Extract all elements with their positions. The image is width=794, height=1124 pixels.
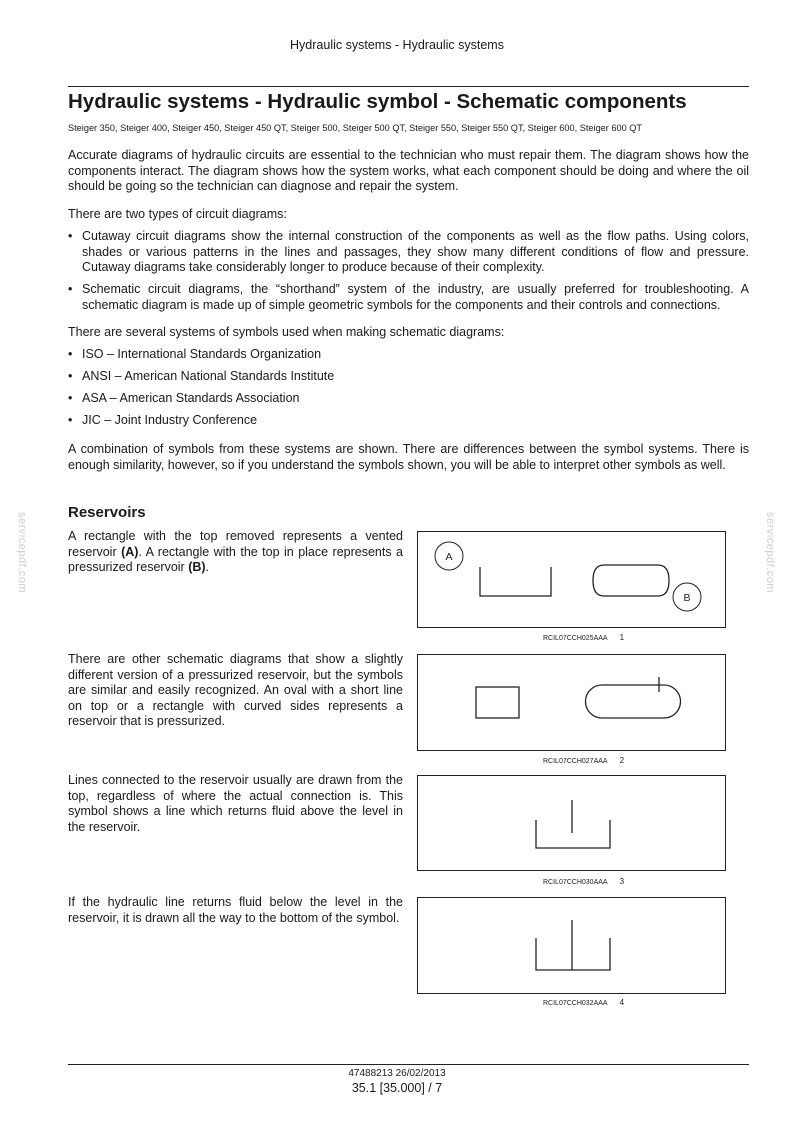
callout-b: (B) [188, 560, 206, 574]
pressurized-reservoir-oval [586, 685, 681, 718]
bullet-icon: • [68, 369, 73, 383]
figure-number: 4 [619, 998, 625, 1007]
list-item [68, 229, 749, 277]
page-title: Hydraulic systems - Hydraulic symbol - Schematic components [68, 90, 687, 113]
figure-3-caption [543, 877, 624, 886]
running-header: Hydraulic systems - Hydraulic systems [290, 38, 504, 52]
vented-reservoir-symbol [480, 567, 551, 596]
footer-page-number: 35.1 [35.000] / 7 [351, 1081, 443, 1095]
list-item [68, 413, 749, 429]
figure-code: RCIL07CCH030AAA [543, 879, 608, 886]
bullet-icon: • [68, 413, 73, 427]
list-item [68, 347, 749, 363]
reservoir-paragraph-1 [68, 529, 403, 576]
list-item [68, 369, 749, 385]
text-span: . [205, 560, 210, 574]
pressurized-reservoir-rectangle [476, 687, 519, 718]
figure-code: RCIL07CCH025AAA [543, 635, 608, 642]
reservoir-paragraph-2: There are other schematic diagrams that show a slightly different version of a pressurized reservoir, but the symbols are similar and easily recognized. An oval with a short line on top or a rectangle with curved sides represents a reservoir that is pressurized. [68, 652, 403, 728]
figure-1-diagram [418, 532, 727, 629]
bullet-icon: • [68, 347, 73, 361]
figure-4-caption [543, 998, 624, 1007]
list-item-text: ASA – American Standards Association [82, 391, 300, 405]
text-span: . A rectangle with the top in place represents a pressurized reservoir [68, 544, 403, 574]
figure-4-diagram [418, 898, 727, 995]
figure-number: 3 [619, 877, 625, 886]
reservoir-paragraph-3: Lines connected to the reservoir usually are drawn from the top, regardless of where the actual connection is. This symbol shows a line which returns fluid above the level in the reservoir. [68, 773, 403, 834]
figure-4-frame [417, 897, 726, 994]
section-heading-reservoirs: Reservoirs [68, 504, 146, 521]
bullet-icon: • [68, 391, 73, 405]
figure-2-diagram [418, 655, 727, 752]
list-item-text: Schematic circuit diagrams, the “shorthand” system of the industry, are usually preferred for troubleshooting. A schematic diagram is made up of simple geometric symbols for the components and their controls and connections. [82, 282, 749, 312]
types-intro: There are two types of circuit diagrams: [68, 207, 287, 221]
list-item [68, 282, 749, 314]
reservoir-symbol [536, 820, 610, 848]
footer-doc-code: 47488213 26/02/2013 [348, 1068, 446, 1079]
pressurized-reservoir-symbol [593, 565, 669, 596]
intro-paragraph: Accurate diagrams of hydraulic circuits are essential to the technician who must repair them. The diagram shows how the components interact. The diagram shows how the system works, what each component should be doing and where the oil should be going so the technician can diagnose and repair the system. [68, 148, 749, 193]
watermark-left: servicepdf.com [16, 512, 28, 593]
figure-code: RCIL07CCH032AAA [543, 1000, 608, 1007]
systems-intro: There are several systems of symbols used when making schematic diagrams: [68, 325, 505, 339]
reservoir-paragraph-4: If the hydraulic line returns fluid below the level in the reservoir, it is drawn all the way to the bottom of the symbol. [68, 895, 403, 925]
combination-paragraph: A combination of symbols from these systems are shown. There are differences between the symbol systems. There is enough similarity, however, so if you understand the symbols shown, you will be able to interpret other symbols as well. [68, 442, 749, 472]
label-b: B [683, 592, 691, 604]
watermark-right: servicepdf.com [764, 512, 776, 593]
list-item-text: ISO – International Standards Organization [82, 347, 322, 361]
label-a: A [445, 551, 453, 563]
header-rule [68, 86, 749, 87]
figure-number: 1 [619, 633, 625, 642]
list-item [68, 391, 749, 407]
figure-2-frame [417, 654, 726, 751]
figure-code: RCIL07CCH027AAA [543, 758, 608, 765]
text-span: A rectangle with the top removed represents a vented reservoir [68, 529, 403, 559]
figure-number: 2 [619, 756, 625, 765]
list-item-text: ANSI – American National Standards Institute [82, 369, 335, 383]
bullet-icon: • [68, 282, 73, 296]
callout-a: (A) [121, 544, 139, 559]
figure-1-caption [543, 633, 624, 642]
figure-1-frame [417, 531, 726, 628]
figure-2-caption [543, 756, 624, 765]
bullet-icon: • [68, 229, 73, 243]
figure-3-frame [417, 775, 726, 871]
model-list: Steiger 350, Steiger 400, Steiger 450, Steiger 450 QT, Steiger 500, Steiger 500 QT, Steiger 550, Steiger 550 QT, Steiger 600, Steiger 600 QT [68, 123, 643, 133]
list-item-text: JIC – Joint Industry Conference [82, 413, 258, 427]
footer-rule [68, 1064, 749, 1065]
reservoir-symbol [536, 938, 610, 970]
figure-3-diagram [418, 776, 727, 872]
list-item-text: Cutaway circuit diagrams show the internal construction of the components as well as the flow paths. Using colors, shades or various patterns in the lines and passages, they show many different conditions of flow and pressure. Cutaway diagrams take considerably longer to produce because of their complexity. [82, 229, 749, 274]
